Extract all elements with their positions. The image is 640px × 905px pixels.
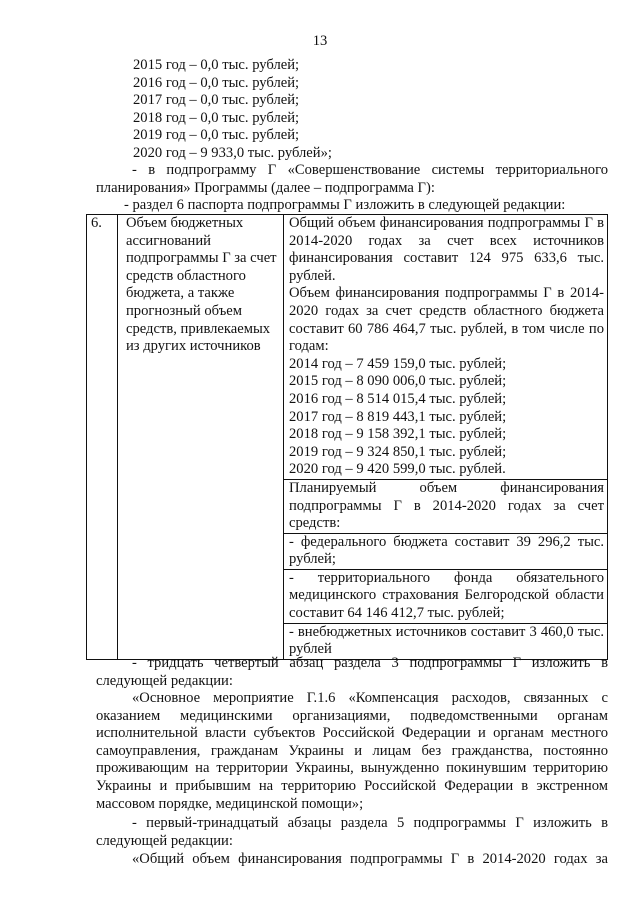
table-row [87,215,608,660]
year-line: 2017 год – 8 819 443,1 тыс. рублей; [289,408,507,425]
page-number: 13 [312,33,328,49]
territorial-fund: - территориального фонда обязательного медицинского страхования Белгородской области составит 64 146 412,7 тыс. рублей; [284,569,607,623]
year-line: 2015 год – 8 090 006,0 тыс. рублей; [289,373,507,390]
amendment-line-1: - тридцать четвертый абзац раздела 3 подпрограммы Г изложить в [132,655,608,671]
amendment-line-1: - первый-тринадцатый абзацы раздела 5 подпрограммы Г изложить в [132,815,608,831]
amendment-paragraph-2 [96,815,608,850]
intro-line-3: - раздел 6 паспорта подпрограммы Г изложить в следующей редакции: [124,197,566,214]
year-line: 2014 год – 7 459 159,0 тыс. рублей; [289,355,507,372]
federal-budget: - федерального бюджета составит 39 296,2 тыс. рублей; [284,533,607,569]
amendment-line-1: «Общий объем финансирования подпрограммы Г в 2014-2020 годах за [132,851,608,867]
regional-financing: Объем финансирования подпрограммы Г в 2014-2020 годах за счет средств областного бюджета составит 60 786 464,7 тыс. рублей, в том числе по годам: [289,285,604,355]
passport-table [86,214,608,660]
amendment-line-2: следующей редакции: [96,832,233,849]
year-line: 2018 год – 9 158 392,1 тыс. рублей; [289,426,507,443]
row-label: Объем бюджетных ассигнований подпрограммы Г за счет средств областного бюджета, а также прогнозный объем средств, привлекаемых из других источников [118,215,284,660]
year-line: 2016 год – 8 514 015,4 тыс. рублей; [289,390,507,407]
year-line: 2018 год – 0,0 тыс. рублей; [133,109,300,126]
extrabudgetary-sources: - внебюджетных источников составит 3 460,0 тыс. рублей [284,623,607,659]
row-number: 6. [87,215,118,660]
year-line: 2015 год – 0,0 тыс. рублей; [133,57,300,73]
year-line: 2020 год – 9 933,0 тыс. рублей»; [133,144,332,161]
year-line: 2016 год – 0,0 тыс. рублей; [133,74,300,91]
year-line: 2019 год – 9 324 850,1 тыс. рублей; [289,443,507,460]
year-line: 2020 год – 9 420 599,0 тыс. рублей. [284,461,607,480]
planned-financing: Планируемый объем финансирования подпрограммы Г в 2014-2020 годах за счет средств: [289,479,604,532]
intro-paragraph [96,162,608,215]
amendment-paragraph-1 [96,655,608,690]
amendment-line-2: следующей редакции: [96,672,233,689]
quoted-event: «Основное мероприятие Г.1.6 «Компенсация расходов, связанных с оказанием медицинскими организациями, подведомственными органам исполнительной власти субъектов Российской Федерации и органам местного самоуправления, гражданам Украины и лицам без гражданства, постоянно проживающим на территории Украины, вынужденно покинувшим территорию Украины и прибывшим на территорию Российской Федерации в экстренном массовом порядке, медицинской помощи»; [96,690,608,812]
intro-line-1: - в подпрограмму Г «Совершенствование системы территориального [132,162,608,178]
total-financing: Общий объем финансирования подпрограммы Г в 2014-2020 годах за счет всех источников финансирования составит 124 975 633,6 тыс. рублей. [289,215,604,284]
top-years-list [133,57,332,163]
amendment-paragraph-3 [96,851,608,869]
year-line: 2017 год – 0,0 тыс. рублей; [133,92,300,109]
year-line: 2019 год – 0,0 тыс. рублей; [133,127,300,144]
row-content [284,215,608,660]
intro-line-2: планирования» Программы (далее – подпрограмма Г): [96,179,435,196]
